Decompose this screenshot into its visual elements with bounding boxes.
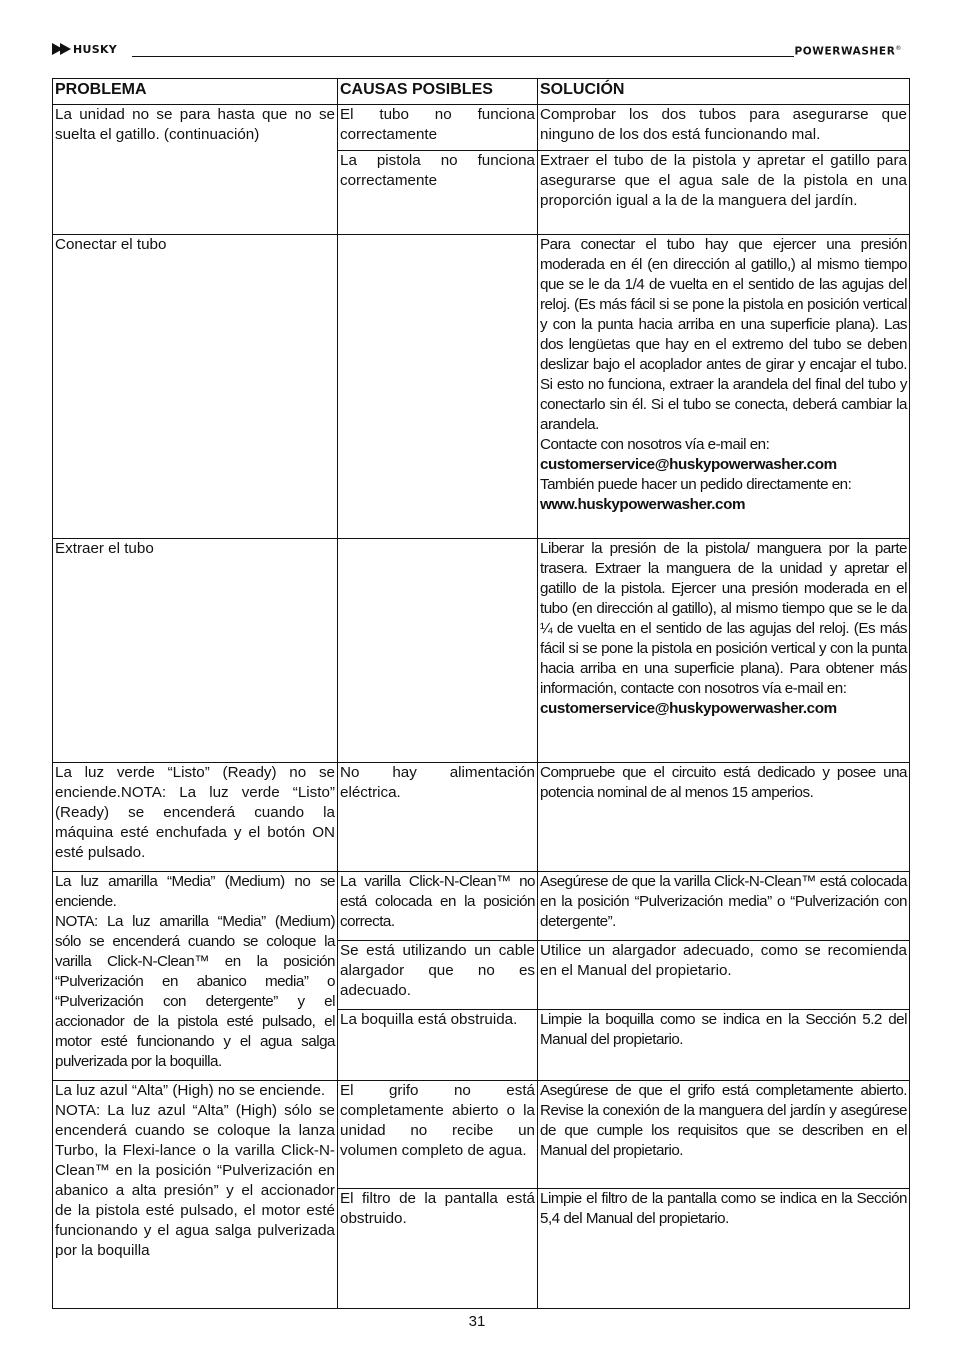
cause-cell: La varilla Click-N-Clean™ no está colocada en la posición correcta. [338,872,538,941]
problem-cell: La unidad no se para hasta que no se suelta el gatillo. (continuación) [53,105,338,235]
table-row [53,539,910,763]
problem-cell: Extraer el tubo [53,539,338,763]
solution-cell [538,235,910,539]
cause-cell: La boquilla está obstruida. [338,1010,538,1081]
table-row [53,1081,910,1189]
cause-cell: La pistola no funciona correctamente [338,151,538,235]
cause-cell: El filtro de la pantalla está obstruido. [338,1189,538,1309]
column-header-solution: SOLUCIÓN [538,79,910,105]
solution-text: Para conectar el tubo hay que ejercer una presión moderada en él (en dirección al gatillo,) al mismo tiempo que se le da 1/4 de vuelta en el sentido de las agujas del reloj. (Es más fácil si se pone la pistola en posición vertical y con la punta hacia arriba en una superficie plana). Las dos lengüetas que hay en el extremo del tubo se deben deslizar bajo el acoplador antes de girar y encajar el tubo. Si esto no funciona, extraer la arandela del final del tubo y conectarlo sin él. Si el tubo se conecta, deberá cambiar la arandela. [540,236,907,433]
email-link[interactable]: customerservice@huskypowerwasher.com [540,456,837,473]
table-row [53,235,910,539]
solution-cell: Comprobar los dos tubos para asegurarse que ninguno de los dos está funcionando mal. [538,105,910,151]
cause-cell [338,539,538,763]
email-link[interactable]: customerservice@huskypowerwasher.com [540,700,837,717]
troubleshooting-table [52,78,910,1309]
header-rule [132,56,794,57]
husky-logo [52,42,117,56]
cause-cell: Se está utilizando un cable alargador que no es adecuado. [338,941,538,1010]
solution-cell: Asegúrese de que el grifo está completamente abierto. Revise la conexión de la manguera del jardín y asegúrese de que cumple los requisitos que se describen en el Manual del propietario. [538,1081,910,1189]
problem-cell: La luz azul “Alta” (High) no se enciende. NOTA: La luz azul “Alta” (High) sólo se encenderá cuando se coloque la lanza Turbo, la Flexi-lance o la varilla Click-N-Clean™ en la posición “Pulverización en abanico a alta presión” y el accionador de la pistola esté pulsado, el motor esté funcionando y el agua salga pulverizada por la boquilla [53,1081,338,1309]
cause-cell: El grifo no está completamente abierto o la unidad no recibe un volumen completo de agua. [338,1081,538,1189]
solution-cell: Limpie el filtro de la pantalla como se indica en la Sección 5,4 del Manual del propietario. [538,1189,910,1309]
cause-cell [338,235,538,539]
problem-cell: La luz verde “Listo” (Ready) no se enciende.NOTA: La luz verde “Listo” (Ready) se encenderá cuando la máquina esté enchufada y el botón ON esté pulsado. [53,763,338,872]
cause-cell: El tubo no funciona correctamente [338,105,538,151]
problem-cell: Conectar el tubo [53,235,338,539]
logo-text: HUSKY [73,42,118,56]
solution-cell [538,539,910,763]
brand-name: POWERWASHER® [794,45,902,58]
table-header-row [53,79,910,105]
solution-cell: Asegúrese de que la varilla Click-N-Clean™ está colocada en la posición “Pulverización media” o “Pulverización con detergente”. [538,872,910,941]
contact-text: Contacte con nosotros vía e-mail en: [540,436,770,453]
page-number: 31 [468,1313,486,1330]
table-row [53,763,910,872]
problem-cell: La luz amarilla “Media” (Medium) no se enciende. NOTA: La luz amarilla “Media” (Medium) sólo se encenderá cuando se coloque la varilla Click-N-Clean™ en la posición “Pulverización en abanico media” o “Pulverización con detergente” y el accionador de la pistola esté pulsado, el motor esté funcionando y el agua salga pulverizada por la boquilla. [53,872,338,1081]
column-header-causes: CAUSAS POSIBLES [338,79,538,105]
solution-cell: Limpie la boquilla como se indica en la Sección 5.2 del Manual del propietario. [538,1010,910,1081]
solution-cell: Extraer el tubo de la pistola y apretar el gatillo para asegurarse que el agua sale de la pistola en una proporción igual a la de la manguera del jardín. [538,151,910,235]
page-header [52,40,904,62]
arrow-logo-icon [52,42,72,56]
column-header-problem: PROBLEMA [53,79,338,105]
order-text: También puede hacer un pedido directamente en: [540,476,852,493]
solution-text: Liberar la presión de la pistola/ manguera por la parte trasera. Extraer la manguera de la unidad y apretar el gatillo de la pistola. Ejercer una presión moderada en el tubo (en dirección al gatillo), al mismo tiempo que se le da ¼ de vuelta en el sentido de las agujas del reloj. (Es más fácil si se pone la pistola en posición vertical y con la punta hacia arriba en una superficie plana). Para obtener más información, contacte con nosotros vía e-mail en: [540,540,907,697]
table-row [53,105,910,151]
table-row [53,872,910,941]
solution-cell: Compruebe que el circuito está dedicado y posee una potencia nominal de al menos 15 amperios. [538,763,910,872]
website-link[interactable]: www.huskypowerwasher.com [540,496,746,513]
solution-cell: Utilice un alargador adecuado, como se recomienda en el Manual del propietario. [538,941,910,1010]
cause-cell: No hay alimentación eléctrica. [338,763,538,872]
